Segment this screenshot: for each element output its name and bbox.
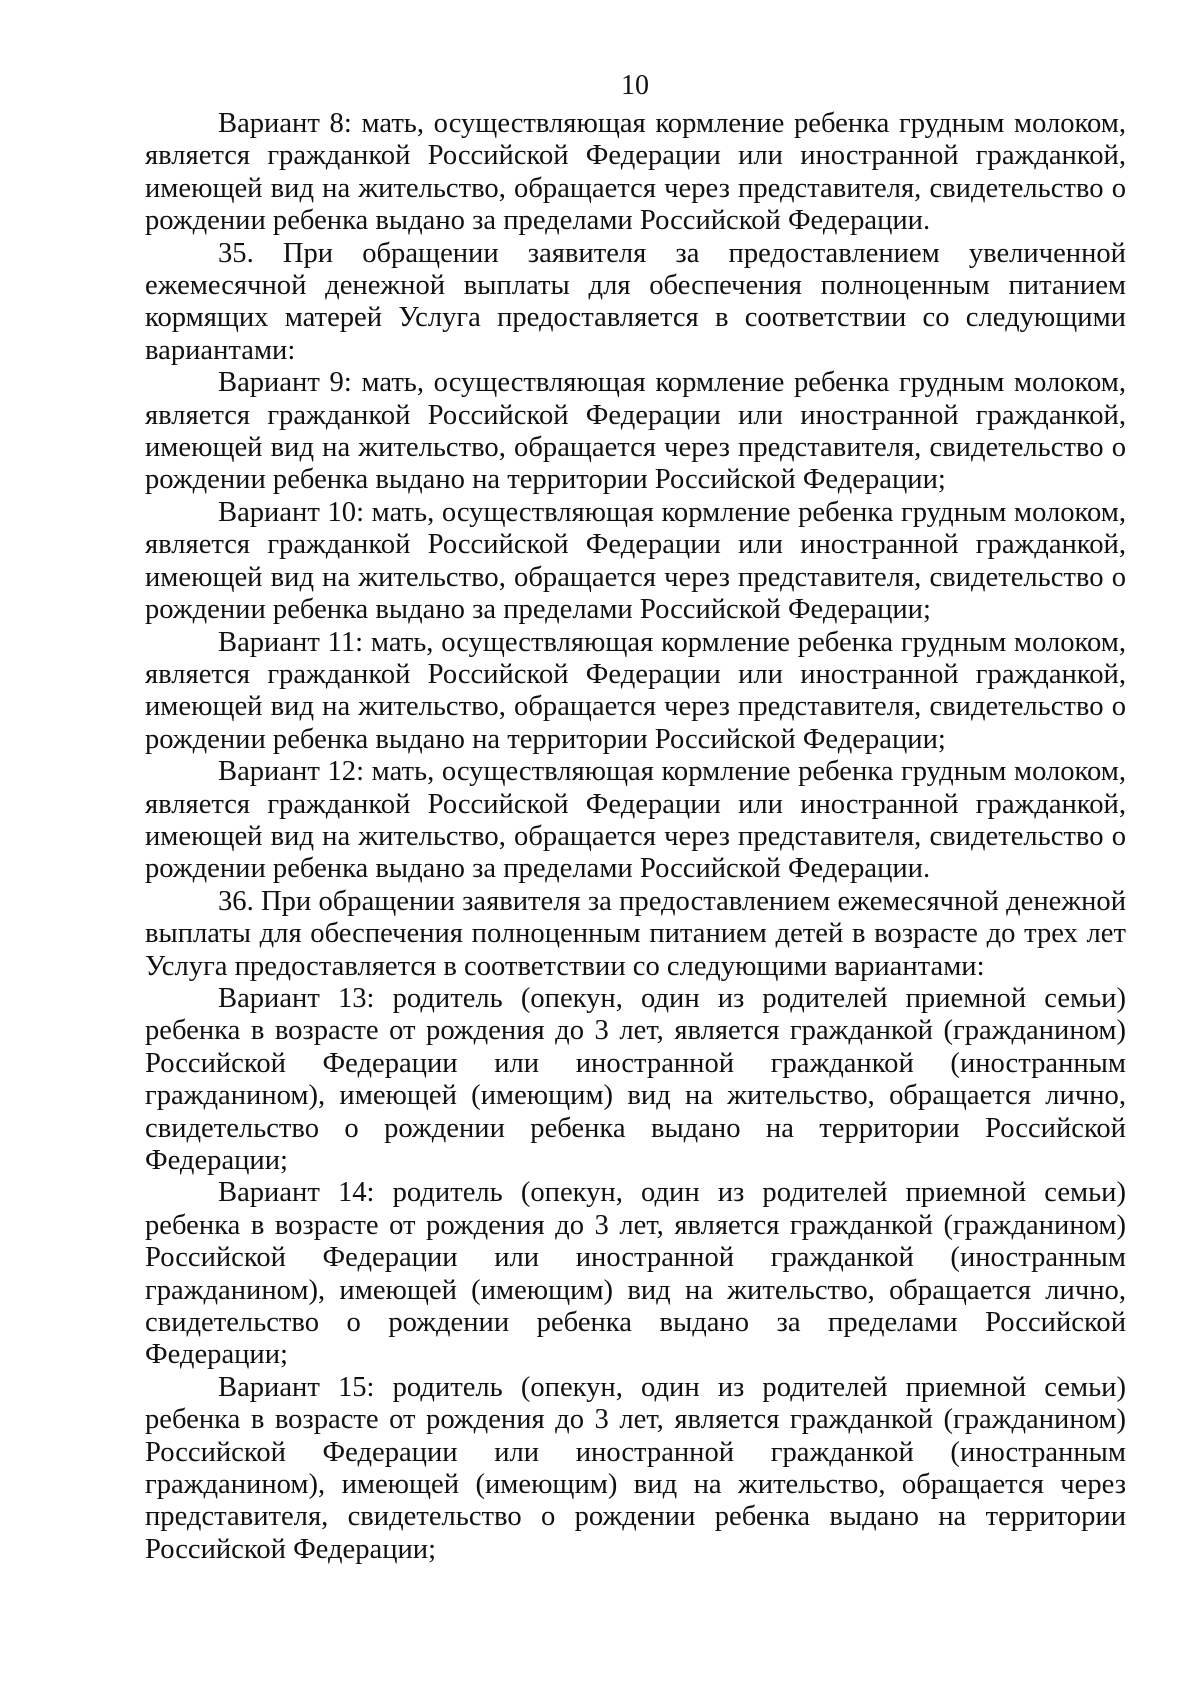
paragraph-variant-8: Вариант 8: мать, осуществляющая кормление ребенка грудным молоком, является гражданкой Российской Федерации или иностранной гражданкой, имеющей вид на жительство, обращается через представителя, свидетельство о рождении ребенка выдано за пределами Российской Федерации. <box>145 108 1126 237</box>
paragraph-variant-13: Вариант 13: родитель (опекун, один из родителей приемной семьи) ребенка в возрасте от рождения до 3 лет, является гражданкой (гражданином) Российской Федерации или иностранной гражданкой (иностранным гражданином), имеющей (имеющим) вид на жительство, обращается лично, свидетельство о рождении ребенка выдано на территории Российской Федерации; <box>145 982 1126 1176</box>
paragraph-variant-10: Вариант 10: мать, осуществляющая кормление ребенка грудным молоком, является гражданкой Российской Федерации или иностранной гражданкой, имеющей вид на жительство, обращается через представителя, свидетельство о рождении ребенка выдано за пределами Российской Федерации; <box>145 496 1126 626</box>
paragraph-variant-9: Вариант 9: мать, осуществляющая кормление ребенка грудным молоком, является гражданкой Российской Федерации или иностранной гражданкой, имеющей вид на жительство, обращается через представителя, свидетельство о рождении ребенка выдано на территории Российской Федерации; <box>145 367 1126 496</box>
paragraph-variant-11: Вариант 11: мать, осуществляющая кормление ребенка грудным молоком, является гражданкой Российской Федерации или иностранной гражданкой, имеющей вид на жительство, обращается через представителя, свидетельство о рождении ребенка выдано на территории Российской Федерации; <box>145 626 1126 755</box>
document-body <box>145 108 1126 1566</box>
paragraph-item-36: 36. При обращении заявителя за предоставлением ежемесячной денежной выплаты для обеспечения полноценным питанием детей в возрасте до трех лет Услуга предоставляется в соответствии со следующими вариантами: <box>145 885 1126 982</box>
page-number: 10 <box>621 70 649 101</box>
paragraph-item-35: 35. При обращении заявителя за предоставлением увеличенной ежемесячной денежной выплаты для обеспечения полноценным питанием кормящих матерей Услуга предоставляется в соответствии со следующими вариантами: <box>145 237 1126 366</box>
paragraph-variant-15: Вариант 15: родитель (опекун, один из родителей приемной семьи) ребенка в возрасте от рождения до 3 лет, является гражданкой (гражданином) Российской Федерации или иностранной гражданкой (иностранным гражданином), имеющей (имеющим) вид на жительство, обращается через представителя, свидетельство о рождении ребенка выдано на территории Российской Федерации; <box>145 1371 1126 1565</box>
paragraph-variant-12: Вариант 12: мать, осуществляющая кормление ребенка грудным молоком, является гражданкой Российской Федерации или иностранной гражданкой, имеющей вид на жительство, обращается через представителя, свидетельство о рождении ребенка выдано за пределами Российской Федерации. <box>145 756 1126 885</box>
paragraph-variant-14: Вариант 14: родитель (опекун, один из родителей приемной семьи) ребенка в возрасте от рождения до 3 лет, является гражданкой (гражданином) Российской Федерации или иностранной гражданкой (иностранным гражданином), имеющей (имеющим) вид на жительство, обращается лично, свидетельство о рождении ребенка выдано за пределами Российской Федерации; <box>145 1177 1126 1371</box>
